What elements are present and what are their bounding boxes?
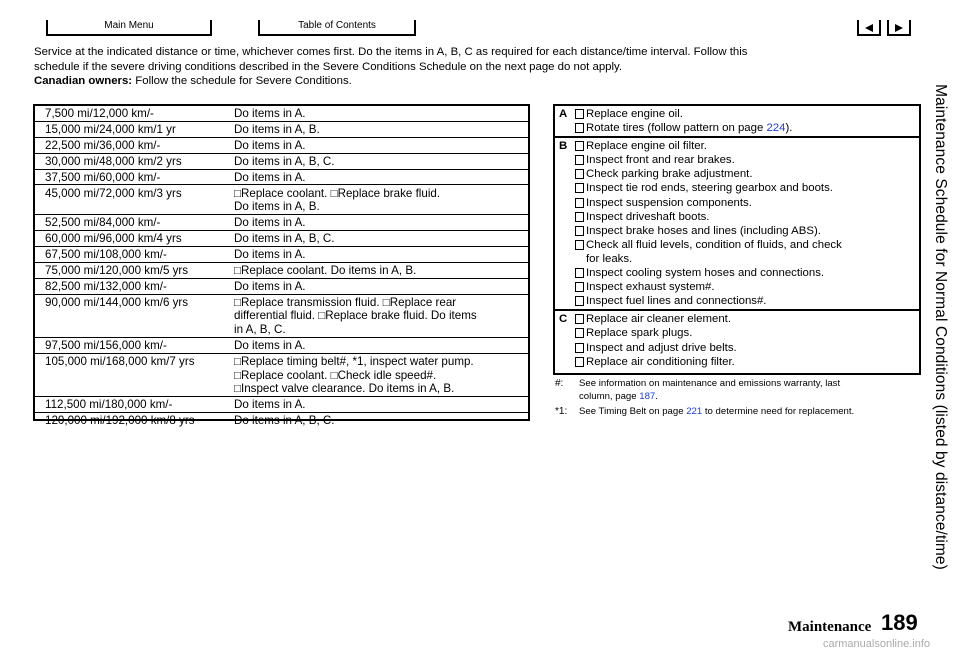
table-row [35,170,528,186]
table-row [35,106,528,122]
service-interval: 97,500 mi/156,000 km/- [45,338,167,352]
service-interval: 112,500 mi/180,000 km/- [45,398,173,412]
service-interval: 37,500 mi/60,000 km/- [45,170,161,184]
section-letter: C [559,313,568,326]
checklist-item-suffix: ). [785,122,793,135]
checklist-item [575,224,842,238]
checklist-item-text: Replace engine oil. [586,108,683,120]
service-action-line: Do items in A. [234,338,306,352]
table-row [35,354,528,397]
service-action-line: Do items in A, B, C. [234,232,335,245]
arrow-left-icon [864,23,874,33]
footnote-hash-text [579,377,840,403]
section-a [555,106,919,138]
service-action [234,339,306,353]
divider [46,34,212,36]
canadian-owners-text: Follow the schedule for Severe Conditions. [135,75,352,87]
service-action [234,171,306,185]
checklist-item-text: Inspect driveshaft boots. [586,210,710,223]
previous-page-button[interactable] [857,20,881,36]
service-action [234,139,306,153]
table-row [35,247,528,263]
service-action-line: Do items in A, B, C. [234,154,335,168]
table-row [35,154,528,170]
table-row [35,397,528,413]
checklist-item [575,181,842,195]
checkbox-icon [575,328,584,338]
intro-line-1: Service at the indicated distance or time, whichever comes first. Do the items in A, B, C as required for each distance/time interval. Follow this [34,46,748,58]
maintenance-schedule-table [33,104,530,427]
checklist-item [575,294,842,308]
checkbox-icon [575,226,584,236]
page-187-link[interactable]: 187 [639,391,656,402]
checkbox-icon [575,314,584,324]
maintenance-items-table [553,104,921,375]
checklist-item [575,312,737,326]
section-letter: B [559,140,568,153]
checklist-item [575,196,842,210]
checklist-item [575,252,842,266]
section-items [575,107,792,135]
table-row [35,413,528,429]
service-action-line: Do items in A. [234,170,306,184]
service-interval: 67,500 mi/108,000 km/- [45,247,167,261]
service-interval: 120,000 mi/192,000 km/8 yrs [45,414,195,427]
intro-line-2: schedule if the severe driving conditions described in the Severe Conditions Schedule on the next page do not apply. [34,60,623,73]
side-title-text: Maintenance Schedule for Normal Conditions (listed by distance/time) [932,84,949,570]
main-menu-link[interactable] [46,20,212,36]
service-action-line: Do items in A. [234,398,306,412]
checklist-item [575,139,842,153]
service-interval: 30,000 mi/48,000 km/2 yrs [45,154,182,168]
service-action [234,107,306,121]
service-action-line: □Replace coolant. □Check idle speed#. [234,368,437,382]
service-action [234,398,306,412]
service-action-line: Do items in A. [234,279,306,293]
checklist-item [575,355,737,369]
table-row [35,186,528,216]
checkbox-icon [575,212,584,222]
table-of-contents-label[interactable]: Table of Contents [298,20,376,31]
checklist-item-text: Check parking brake adjustment. [586,168,753,181]
service-interval: 45,000 mi/72,000 km/3 yrs [45,186,182,200]
checklist-item-text: Rotate tires (follow pattern on page [586,122,767,135]
canadian-owners-note [34,74,352,89]
service-interval: 52,500 mi/84,000 km/- [45,216,161,230]
checklist-item [575,121,792,135]
checklist-item-text: Replace air conditioning filter. [586,355,735,368]
service-action-line: Do items in A, B. [234,122,320,136]
table-of-contents-link[interactable] [258,20,416,36]
service-interval: 90,000 mi/144,000 km/6 yrs [45,295,189,309]
page-number: 189 [881,610,918,635]
checkbox-icon [575,357,584,367]
service-action [234,216,306,230]
service-interval: 60,000 mi/96,000 km/4 yrs [45,232,182,245]
checklist-item [575,280,842,294]
checkbox-icon [575,123,584,133]
service-action [234,248,306,262]
checklist-item-text: Inspect exhaust system#. [586,281,715,294]
service-action-line: □Replace transmission fluid. □Replace rear [234,295,457,309]
service-interval: 82,500 mi/132,000 km/- [45,279,167,293]
checklist-item [575,153,842,167]
service-action-line: □Replace timing belt#, *1, inspect water pump. [234,354,474,368]
checklist-item-text: Replace air cleaner element. [586,313,731,326]
service-action [234,264,416,278]
service-action [234,355,474,396]
footnote-hash [555,377,915,405]
footnote-hash-line-2: column, page 187. [579,391,658,402]
table-row [35,122,528,138]
service-action-line: in A, B, C. [234,323,286,336]
footnote-star-text: See Timing Belt on page 221 to determine need for replacement. [579,406,855,417]
service-interval: 105,000 mi/168,000 km/7 yrs [45,354,195,368]
checklist-item [575,167,842,181]
footnote-star-symbol: *1: [555,406,568,417]
checkbox-icon [575,282,584,292]
checklist-item [575,107,792,121]
checklist-item-text: Replace engine oil filter. [586,140,707,153]
service-interval: 75,000 mi/120,000 km/5 yrs [45,263,189,277]
service-action-line: □Replace coolant. □Replace brake fluid. [234,186,441,200]
service-action-line: □Inspect valve clearance. Do items in A, B. [234,382,455,396]
checklist-item-text: for leaks. [586,252,633,265]
checkbox-icon [575,169,584,179]
footer-section-label: Maintenance [788,619,872,635]
checkbox-icon [575,155,584,165]
checkbox-icon [575,198,584,208]
table-row [35,295,528,338]
table-row [35,338,528,354]
checklist-item-text: Inspect front and rear brakes. [586,154,735,167]
checklist-item-text: Inspect and adjust drive belts. [586,341,737,354]
section-side-title [928,0,952,654]
service-action-line: Do items in A. [234,247,306,261]
service-action [234,123,320,137]
table-row [35,215,528,231]
checklist-item-text: Inspect tie rod ends, steering gearbox and boots. [586,182,833,195]
table-row [35,279,528,295]
service-action [234,414,335,428]
section-letter: A [559,108,568,120]
checkbox-icon [575,343,584,353]
checkbox-icon [575,109,584,119]
checklist-item-text: Inspect fuel lines and connections#. [586,295,767,308]
service-action-line: Do items in A, B. [234,200,320,214]
service-action [234,280,306,294]
section-items [575,139,842,308]
section-items [575,312,737,368]
checklist-item [575,238,842,252]
footnote-hash-line-1: See information on maintenance and emissions warranty, last [579,378,841,389]
checkbox-icon [575,268,584,278]
service-action-line: Do items in A. [234,216,306,230]
checklist-item-text: Check all fluid levels, condition of fluids, and check [586,238,842,251]
checklist-item-text: Inspect suspension components. [586,196,752,209]
footnote-hash-symbol: #: [555,378,564,389]
checklist-item [575,326,737,340]
section-c [555,311,919,371]
checkbox-icon [575,296,584,306]
service-action-line: □Replace coolant. Do items in A, B. [234,263,417,277]
checklist-item-text: Replace spark plugs. [586,327,693,340]
service-action [234,296,477,337]
arrow-right-icon [894,23,904,33]
checklist-item-text: Inspect cooling system hoses and connections. [586,267,825,280]
main-menu-label[interactable]: Main Menu [104,20,154,31]
table-row [35,138,528,154]
canadian-owners-label: Canadian owners: [34,75,133,87]
service-interval: 15,000 mi/24,000 km/1 yr [45,122,176,136]
checkbox-icon [575,240,584,250]
service-action-line: Do items in A, B, C. [234,414,335,427]
service-action-line: Do items in A. [234,138,306,152]
service-action [234,187,440,214]
intro-text [34,45,894,74]
footnote-timing-belt [555,405,915,419]
service-interval: 22,500 mi/36,000 km/- [45,138,161,152]
checklist-item [575,210,842,224]
page-221-link[interactable]: 221 [686,406,703,417]
service-action [234,232,335,246]
checklist-item [575,266,842,280]
checklist-item-text: Inspect brake hoses and lines (including ABS). [586,224,821,237]
checkbox-icon [575,141,584,151]
divider [258,34,416,36]
table-row [35,263,528,279]
service-interval: 7,500 mi/12,000 km/- [45,107,154,120]
checkbox-icon [575,183,584,193]
section-b [555,138,919,311]
service-action-line: Do items in A. [234,107,306,120]
checklist-item [575,341,737,355]
service-action-line: differential fluid. □Replace brake fluid. Do items [234,309,477,323]
service-action [234,155,335,169]
next-page-button[interactable] [887,20,911,36]
watermark: carmanualsonline.info [822,638,930,650]
page-224-link[interactable]: 224 [766,122,786,135]
table-row [35,231,528,247]
